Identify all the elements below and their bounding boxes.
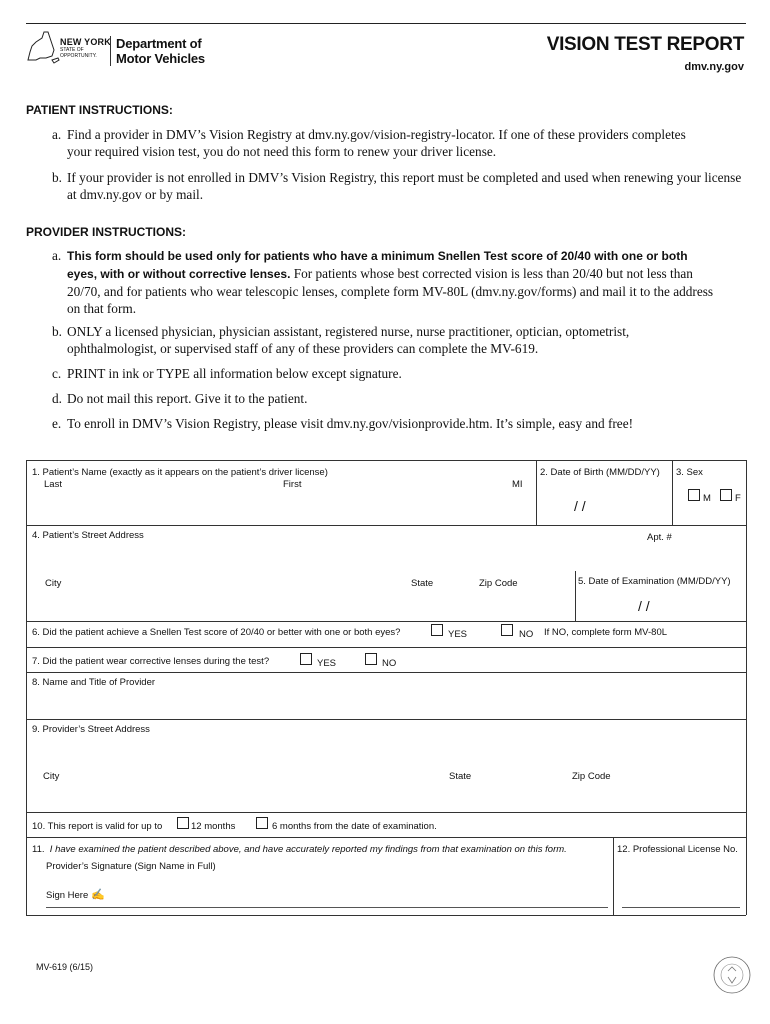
provider-name-label: 8. Name and Title of Provider <box>32 677 156 688</box>
sex-m-checkbox[interactable] <box>688 489 700 501</box>
row-divider-7 <box>26 837 746 838</box>
divider-sex <box>672 460 673 525</box>
certification-statement: 11. I have examined the patient described above, and have accurately reported my findings from that examination on this form. <box>32 844 567 855</box>
provider-instruction-b: b. ONLY a licensed physician, physician assistant, registered nurse, nurse practitioner, optician, optometrist, ophthalmologist, or supervised staff of any of these providers can complete the MV-619. <box>52 324 630 356</box>
dob-field[interactable]: / / <box>574 498 586 514</box>
divider-exam-date <box>575 571 576 621</box>
valid-12-months-checkbox[interactable] <box>177 817 189 829</box>
logo-department: Department of Motor Vehicles <box>116 36 205 66</box>
state-label: State <box>411 578 434 589</box>
provider-instruction-d: d. Do not mail this report. Give it to the patient. <box>52 391 308 406</box>
logo-state-name: NEW YORK <box>60 37 111 47</box>
zip-code-label: Zip Code <box>479 578 518 589</box>
patient-instruction-a: a. Find a provider in DMV’s Vision Registry at dmv.ny.gov/vision-registry-locator. If one of these providers completes your required vision test, you do not need this form to renew your driver license. <box>52 127 686 159</box>
logo-divider <box>110 36 111 66</box>
valid-6-months-label: 6 months from the date of examination. <box>272 821 437 832</box>
sex-m-label: M <box>703 493 711 504</box>
lenses-yes-label: YES <box>317 658 337 669</box>
divider-license <box>613 837 614 915</box>
form-border-right <box>746 460 747 915</box>
city-label: City <box>45 578 62 589</box>
sign-here-label: Sign Here ✍ <box>46 889 106 901</box>
form-code: MV-619 (6/15) <box>36 962 94 972</box>
street-address-label: 4. Patient’s Street Address <box>32 530 144 541</box>
apt-label: Apt. # <box>647 532 672 543</box>
dob-label: 2. Date of Birth (MM/DD/YY) <box>540 467 660 478</box>
lenses-no-checkbox[interactable] <box>365 653 377 665</box>
page-title: VISION TEST REPORT <box>546 34 744 55</box>
top-rule <box>26 23 746 24</box>
provider-instruction-c: c. PRINT in ink or TYPE all information below except signature. <box>52 366 402 381</box>
row-divider-2 <box>26 621 746 622</box>
sex-label: 3. Sex <box>676 467 703 478</box>
recycle-seal-icon <box>712 955 752 995</box>
lenses-yes-checkbox[interactable] <box>300 653 312 665</box>
patient-name-label: 1. Patient’s Name (exactly as it appears on the patient’s driver license) <box>32 467 328 478</box>
signature-field[interactable] <box>46 907 608 908</box>
provider-address-label: 9. Provider’s Street Address <box>32 724 150 735</box>
snellen-yes-label: YES <box>448 629 468 640</box>
patient-instruction-b: b. If your provider is not enrolled in DMV’s Vision Registry, this report must be completed and used when renewing your license at dmv.ny.gov or by mail. <box>52 170 742 202</box>
provider-instruction-a: a. This form should be used only for patients who have a minimum Snellen Test score of 20/40 with one or both eyes, with or without corrective lenses. For patients whose best corrected vision is less than 20/40 but not less than 20/70, and for patients who wear telescopic lenses, complete form MV-80L (dmv.ny.gov/forms) and mail it to the address on that form. <box>52 248 714 316</box>
provider-state-label: State <box>449 771 472 782</box>
snellen-no-checkbox[interactable] <box>501 624 513 636</box>
provider-instruction-e: e. To enroll in DMV’s Vision Registry, please visit dmv.ny.gov/visionprovide.htm. It’s simple, easy and free! <box>52 416 634 431</box>
lenses-no-label: NO <box>382 658 397 669</box>
dmv-logo <box>26 30 226 74</box>
row-divider-4 <box>26 672 746 673</box>
form-border-left <box>26 460 27 915</box>
valid-6-months-checkbox[interactable] <box>256 817 268 829</box>
logo-tagline: STATE OF OPPORTUNITY. <box>60 47 97 59</box>
writing-hand-icon: ✍ <box>88 889 106 901</box>
sex-f-checkbox[interactable] <box>720 489 732 501</box>
provider-instructions-heading: PROVIDER INSTRUCTIONS: <box>26 225 187 239</box>
new-york-state-map-icon <box>26 30 60 68</box>
valid-12-months-label: 12 months <box>191 821 236 832</box>
snellen-question: 6. Did the patient achieve a Snellen Test score of 20/40 or better with one or both eyes? <box>32 627 401 638</box>
snellen-yes-checkbox[interactable] <box>431 624 443 636</box>
exam-date-field[interactable]: / / <box>638 598 650 614</box>
provider-zip-label: Zip Code <box>572 771 611 782</box>
middle-initial-label: MI <box>512 479 523 490</box>
row-divider-3 <box>26 647 746 648</box>
website-url: dmv.ny.gov <box>684 61 744 73</box>
vision-test-form <box>26 460 746 915</box>
patient-instructions-heading: PATIENT INSTRUCTIONS: <box>26 103 173 117</box>
form-border-bottom <box>26 915 746 916</box>
license-number-label: 12. Professional License No. <box>617 844 738 855</box>
validity-label: 10. This report is valid for up to <box>32 821 163 832</box>
corrective-lenses-question: 7. Did the patient wear corrective lenses during the test? <box>32 656 270 667</box>
mv80l-note: If NO, complete form MV-80L <box>544 627 668 638</box>
first-name-label: First <box>283 479 302 490</box>
exam-date-label: 5. Date of Examination (MM/DD/YY) <box>578 576 731 587</box>
last-name-label: Last <box>44 479 62 490</box>
license-number-field[interactable] <box>622 907 740 908</box>
row-divider-6 <box>26 812 746 813</box>
snellen-no-label: NO <box>519 629 534 640</box>
row-divider-1 <box>26 525 746 526</box>
form-border-top <box>26 460 746 461</box>
row-divider-5 <box>26 719 746 720</box>
signature-label: Provider’s Signature (Sign Name in Full) <box>46 861 216 872</box>
sex-f-label: F <box>735 493 741 504</box>
provider-city-label: City <box>43 771 60 782</box>
divider-dob <box>536 460 537 525</box>
